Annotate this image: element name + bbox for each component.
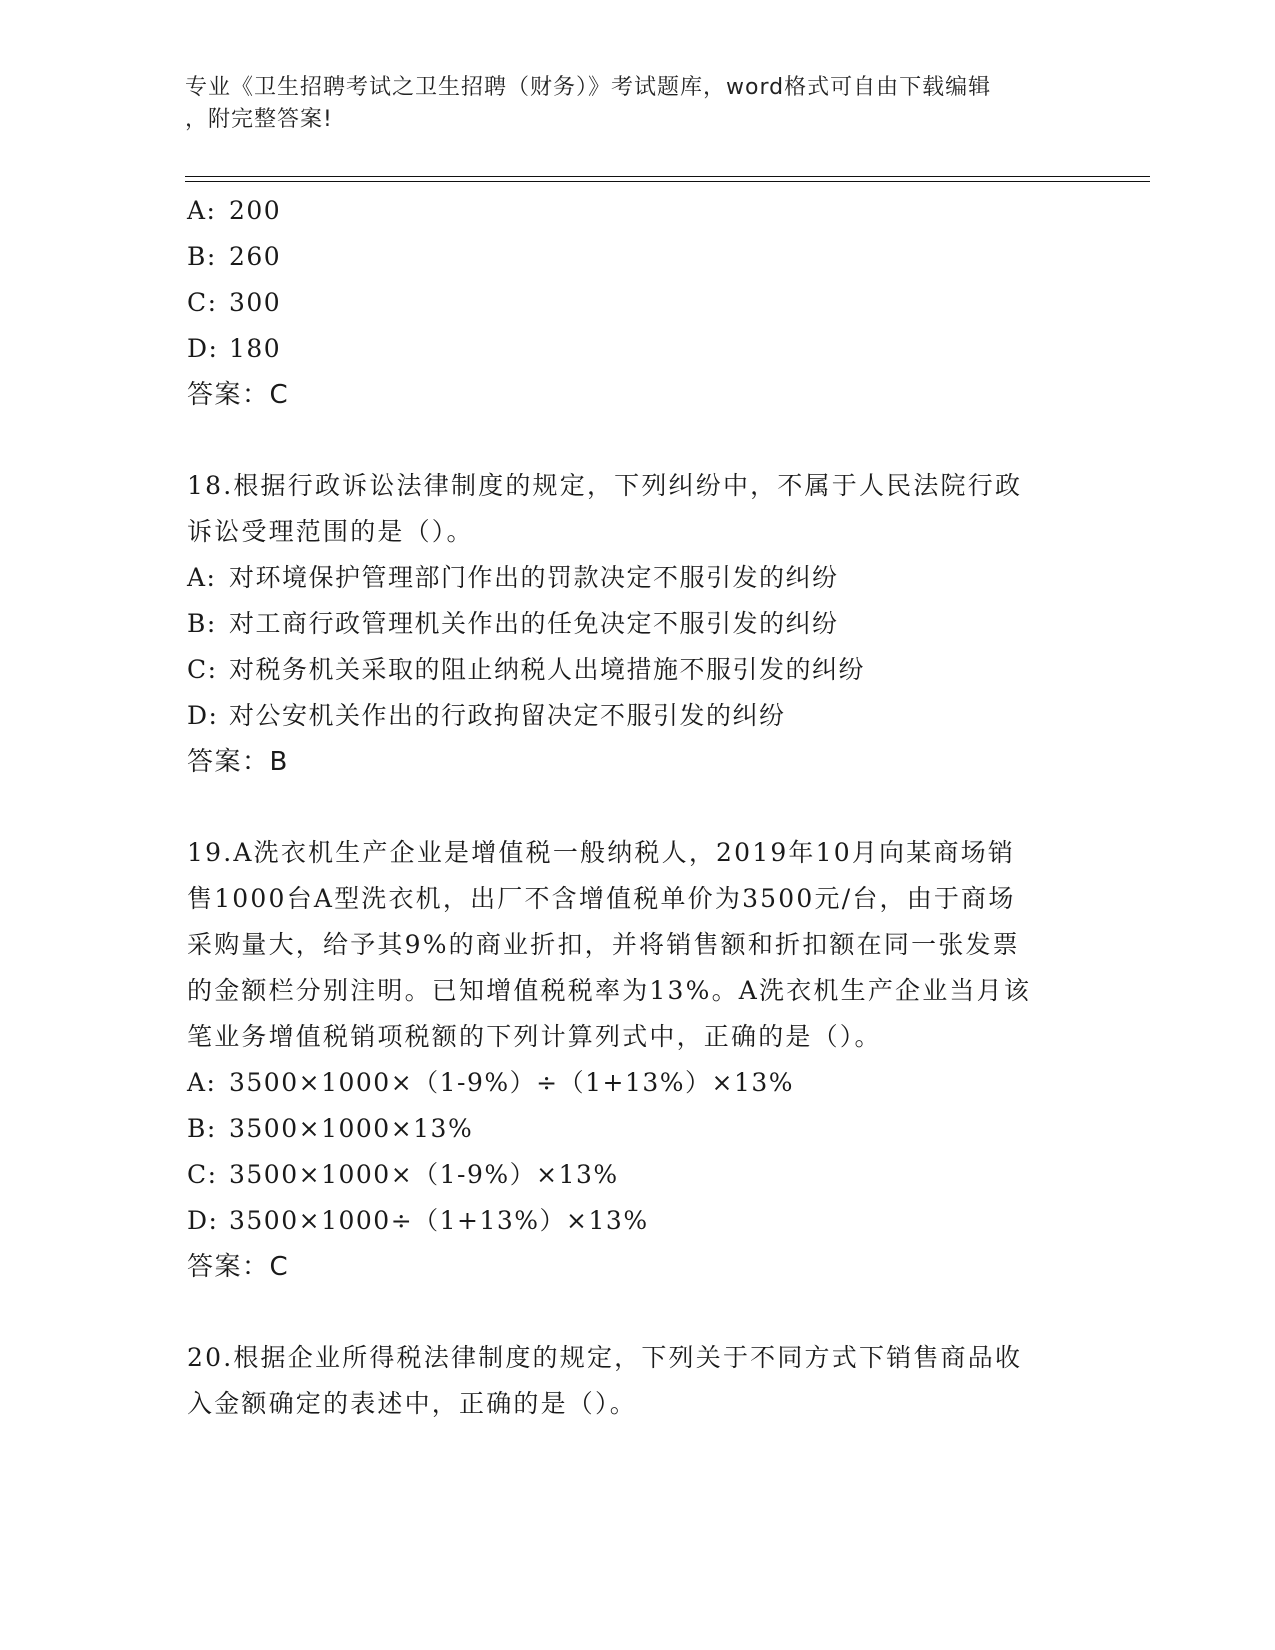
- option-a: [187, 188, 1087, 234]
- option-text: 对公安机关作出的行政拘留决定不服引发的纠纷: [229, 701, 786, 730]
- option-c: [187, 1152, 1087, 1198]
- option-a: [187, 555, 1087, 601]
- question-stem-line: 售1000台A型洗衣机，出厂不含增值税单价为3500元/台，由于商场: [187, 884, 1016, 913]
- option-text: 对工商行政管理机关作出的任免决定不服引发的纠纷: [229, 609, 839, 638]
- question-stem-line: 19.A洗衣机生产企业是增值税一般纳税人，2019年10月向某商场销: [187, 838, 1016, 867]
- question-18: [187, 463, 1087, 785]
- question-spacer: [187, 1290, 1087, 1335]
- option-label: D:: [187, 701, 219, 730]
- header-line-1: 专业《卫生招聘考试之卫生招聘（财务）》考试题库，word格式可自由下载编辑: [185, 75, 992, 100]
- option-d: [187, 1198, 1087, 1244]
- option-label: B:: [187, 609, 217, 638]
- question-spacer: [187, 785, 1087, 830]
- header-line-2: ，附完整答案!: [185, 107, 333, 132]
- option-text: 180: [229, 334, 282, 363]
- option-c: [187, 647, 1087, 693]
- option-text: 3500×1000×（1-9%）×13%: [229, 1160, 619, 1189]
- question-19: [187, 830, 1087, 1290]
- header-divider-bottom: [185, 181, 1150, 182]
- option-label: B:: [187, 242, 217, 271]
- option-text: 200: [229, 196, 282, 225]
- option-text: 260: [229, 242, 282, 271]
- option-label: A:: [187, 196, 217, 225]
- option-b: [187, 1106, 1087, 1152]
- option-label: C:: [187, 288, 218, 317]
- answer-line: 答案：C: [187, 380, 290, 410]
- option-label: D:: [187, 334, 219, 363]
- document-header: [185, 72, 1065, 136]
- option-label: D:: [187, 1206, 219, 1235]
- option-text: 3500×1000×13%: [229, 1114, 474, 1143]
- option-b: [187, 234, 1087, 280]
- option-b: [187, 601, 1087, 647]
- question-stem-line: 笔业务增值税销项税额的下列计算列式中，正确的是（）。: [187, 1022, 882, 1051]
- question-content: [187, 188, 1087, 1427]
- option-text: 300: [229, 288, 282, 317]
- question-stem-line: 诉讼受理范围的是（）。: [187, 517, 474, 546]
- question-20: [187, 1335, 1087, 1427]
- question-stem-line: 18.根据行政诉讼法律制度的规定，下列纠纷中，不属于人民法院行政: [187, 471, 1023, 500]
- question-stem-line: 采购量大，给予其9%的商业折扣，并将销售额和折扣额在同一张发票: [187, 930, 1020, 959]
- option-d: [187, 326, 1087, 372]
- question-stem-line: 入金额确定的表述中，正确的是（）。: [187, 1389, 637, 1418]
- option-label: A:: [187, 563, 217, 592]
- option-text: 对环境保护管理部门作出的罚款决定不服引发的纠纷: [229, 563, 839, 592]
- answer-line: 答案：C: [187, 1252, 290, 1282]
- question-stem-line: 20.根据企业所得税法律制度的规定，下列关于不同方式下销售商品收: [187, 1343, 1023, 1372]
- option-label: A:: [187, 1068, 217, 1097]
- option-label: B:: [187, 1114, 217, 1143]
- option-text: 3500×1000÷（1+13%）×13%: [229, 1206, 649, 1235]
- option-d: [187, 693, 1087, 739]
- option-text: 对税务机关采取的阻止纳税人出境措施不服引发的纠纷: [229, 655, 866, 684]
- answer-line: 答案：B: [187, 747, 289, 777]
- option-text: 3500×1000×（1-9%）÷（1+13%）×13%: [229, 1068, 795, 1097]
- question-spacer: [187, 418, 1087, 463]
- option-a: [187, 1060, 1087, 1106]
- question-stem-line: 的金额栏分别注明。已知增值税税率为13%。A洗衣机生产企业当月该: [187, 976, 1032, 1005]
- header-divider-top: [185, 176, 1150, 177]
- option-label: C:: [187, 1160, 218, 1189]
- option-c: [187, 280, 1087, 326]
- question-17: [187, 188, 1087, 418]
- option-label: C:: [187, 655, 218, 684]
